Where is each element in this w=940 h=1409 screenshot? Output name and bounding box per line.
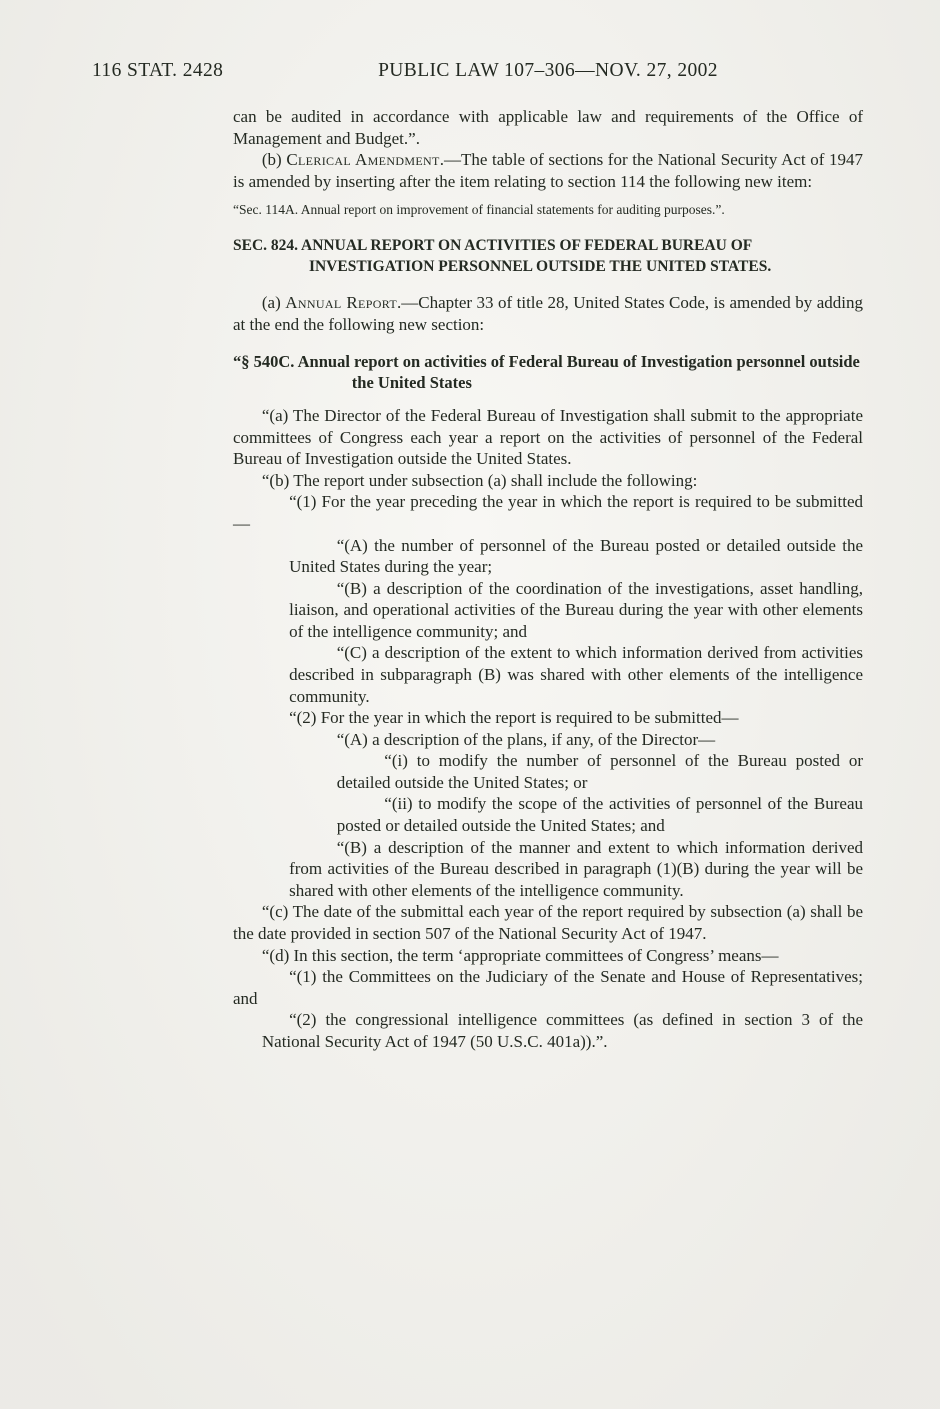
- text-run: “(1) the Committees on the Judiciary of the Senate and House of Representatives; and: [233, 967, 863, 1008]
- text-run: “(i) to modify the number of personnel of the Bureau posted or detailed outside the United States; or: [336, 751, 863, 792]
- text-run: .—Chapter 33 of title 28, United States Code, is amended by adding at the end the following new section:: [233, 293, 863, 334]
- paragraph: [233, 901, 863, 944]
- document-body: [233, 106, 863, 1052]
- text-run: “(2) For the year in which the report is required to be submitted—: [289, 708, 739, 728]
- text-run: “(1) For the year preceding the year in which the report is required to be submitted—: [233, 492, 863, 533]
- paragraph: [289, 535, 863, 578]
- text-run: “(B) a description of the coordination of the investigations, asset handling, liaison, and operational activities of the Bureau during the year with other elements of the intelligence community; and: [289, 578, 863, 641]
- paragraph: [289, 642, 863, 707]
- paragraph: [233, 106, 863, 149]
- text-run: “(ii) to modify the scope of the activities of personnel of the Bureau posted or detailed outside the United States; and: [336, 794, 863, 836]
- text-run: “(2) the congressional intelligence committees (as defined in section 3 of the National Security Act of 1947 (50 U.S.C. 401a)).”.: [261, 1010, 863, 1051]
- law-title: PUBLIC LAW 107–306—NOV. 27, 2002: [378, 60, 718, 81]
- paragraph: [289, 729, 863, 751]
- paragraph: [233, 707, 863, 729]
- paragraph: [233, 405, 863, 470]
- text-run: (a): [261, 293, 286, 313]
- text-run: (b): [261, 150, 287, 170]
- stat-page-number: 116 STAT. 2428: [92, 60, 224, 81]
- paragraph: [233, 236, 863, 278]
- paragraph: [233, 470, 863, 492]
- paragraph: [289, 578, 863, 643]
- text-run: “(b) The report under subsection (a) shall include the following:: [261, 470, 698, 490]
- text-run: “(d) In this section, the term ‘appropriate committees of Congress’ means—: [261, 945, 779, 965]
- paragraph: [233, 201, 863, 219]
- text-run: can be audited in accordance with applicable law and requirements of the Office of Management and Budget.”.: [233, 107, 863, 148]
- page-header: [0, 60, 940, 90]
- paragraph: [233, 351, 863, 395]
- text-run: Annual Report: [285, 293, 398, 313]
- paragraph: [233, 292, 863, 335]
- text-run: “(B) a description of the manner and extent to which information derived from activities of the Bureau described in paragraph (1)(B) during the year will be shared with other elements of the intelligence community.: [289, 837, 863, 900]
- text-run: “§ 540C. Annual report on activities of Federal Bureau of Investigation personnel outside the United States: [233, 351, 860, 393]
- text-run: SEC. 824. ANNUAL REPORT ON ACTIVITIES OF FEDERAL BUREAU OF INVESTIGATION PERSONNEL OUTSIDE THE UNITED STATES.: [233, 236, 772, 275]
- text-run: “(c) The date of the submittal each year of the report required by subsection (a) shall be the date provided in section 507 of the National Security Act of 1947.: [233, 902, 863, 943]
- text-run: “(a) The Director of the Federal Bureau of Investigation shall submit to the appropriate committees of Congress each year a report on the activities of personnel of the Federal Bureau of Investigation outside the United States.: [233, 406, 863, 469]
- paragraph: [233, 149, 863, 192]
- text-run: .—The table of sections for the National Security Act of 1947 is amended by inserting after the item relating to section 114 the following new item:: [233, 150, 863, 191]
- paragraph: [233, 966, 863, 1009]
- paragraph: [337, 793, 863, 836]
- paragraph: [233, 491, 863, 534]
- text-run: “(A) the number of personnel of the Bureau posted or detailed outside the United States during the year;: [289, 535, 863, 577]
- text-run: “(A) a description of the plans, if any, of the Director—: [336, 729, 716, 749]
- paragraph: [289, 837, 863, 902]
- paragraph: [337, 750, 863, 793]
- paragraph: [233, 945, 863, 967]
- paragraph: [262, 1009, 863, 1052]
- text-run: “(C) a description of the extent to which information derived from activities described in subparagraph (B) was shared with other elements of the intelligence community.: [289, 643, 863, 706]
- text-run: “Sec. 114A. Annual report on improvement of financial statements for auditing purposes.”.: [233, 202, 725, 218]
- text-run: Clerical Amendment: [286, 150, 440, 170]
